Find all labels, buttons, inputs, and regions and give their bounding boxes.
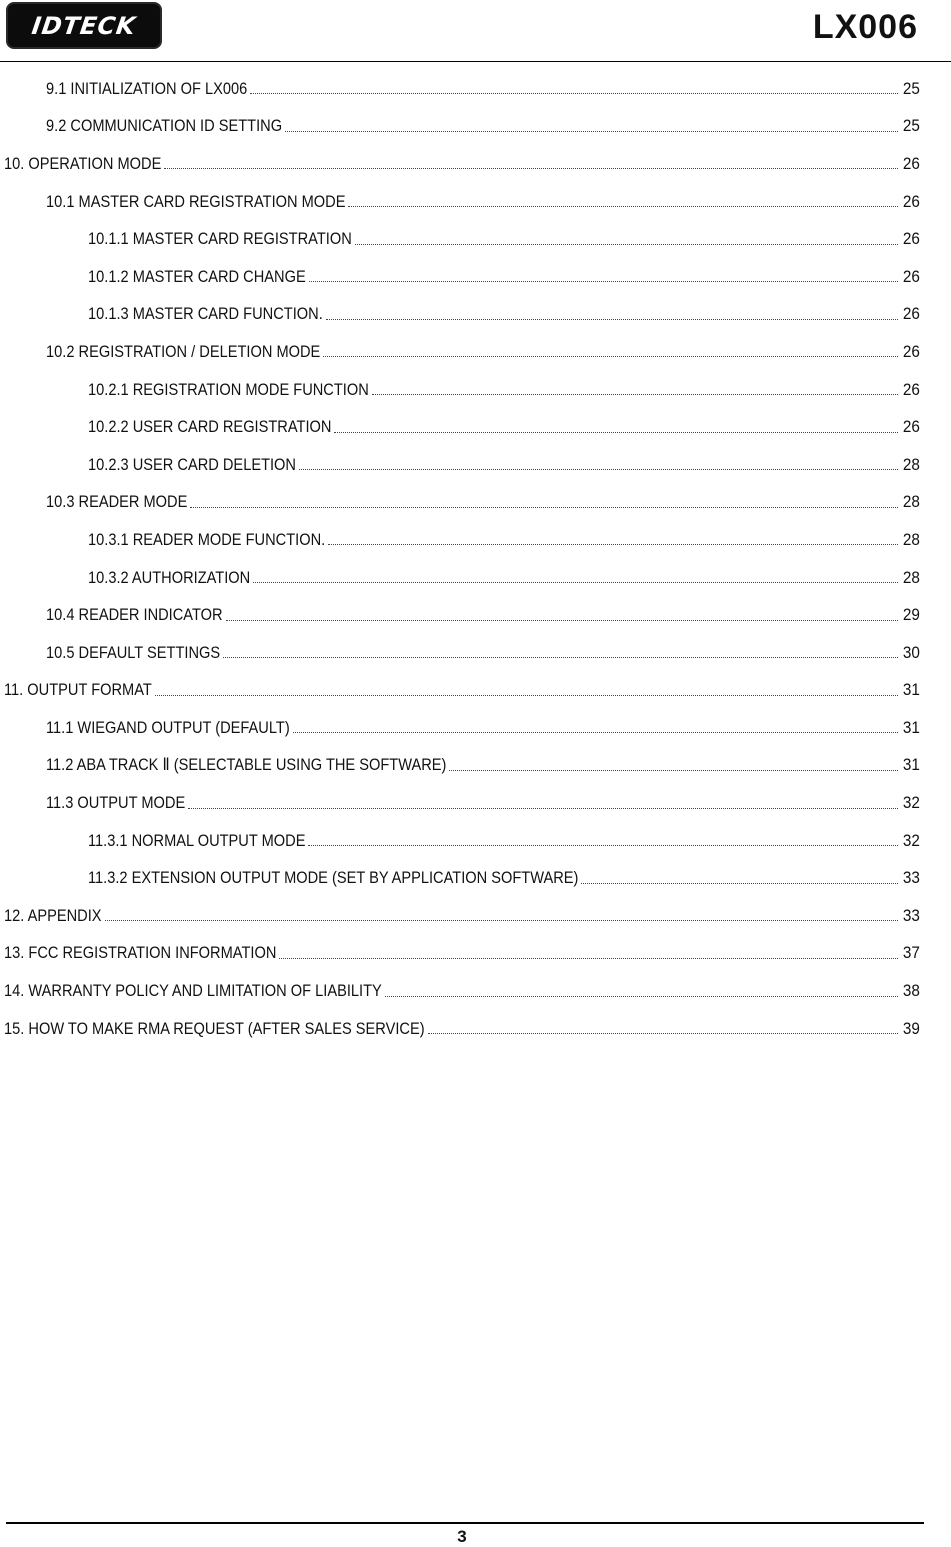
toc-entry-page: 26 xyxy=(902,153,920,173)
dot-leader xyxy=(323,356,898,357)
toc-entry-page: 26 xyxy=(902,266,920,286)
toc-entry-page: 39 xyxy=(902,1018,920,1038)
toc-entry[interactable] xyxy=(0,972,920,1010)
toc-entry[interactable] xyxy=(0,183,920,221)
toc-entry[interactable] xyxy=(0,521,920,559)
toc-entry[interactable] xyxy=(0,220,920,258)
toc-entry[interactable] xyxy=(0,70,920,108)
dot-leader xyxy=(299,469,898,470)
dot-leader xyxy=(285,131,898,132)
toc-entry[interactable] xyxy=(0,709,920,747)
toc-entry-title: 10.5 DEFAULT SETTINGS xyxy=(46,642,221,662)
dot-leader xyxy=(293,732,898,733)
dot-leader xyxy=(581,883,898,884)
toc-entry[interactable] xyxy=(0,935,920,973)
dot-leader xyxy=(309,281,898,282)
toc-entry[interactable] xyxy=(0,296,920,334)
dot-leader xyxy=(190,507,898,508)
dot-leader xyxy=(226,620,899,621)
logo-text: IDTECK xyxy=(30,11,138,40)
toc-entry-page: 37 xyxy=(902,943,920,963)
dot-leader xyxy=(385,996,898,997)
toc-entry-title: 10. OPERATION MODE xyxy=(4,153,162,173)
dot-leader xyxy=(348,206,898,207)
toc-entry-page: 38 xyxy=(902,981,920,1001)
toc-entry-page: 32 xyxy=(902,793,920,813)
toc-entry-page: 32 xyxy=(902,830,920,850)
dot-leader xyxy=(279,958,898,959)
toc-entry[interactable] xyxy=(0,258,920,296)
toc-entry[interactable] xyxy=(0,1010,920,1048)
toc-entry[interactable] xyxy=(0,333,920,371)
toc-entry-page: 28 xyxy=(902,492,920,512)
toc-entry-title: 11.3.2 EXTENSION OUTPUT MODE (SET BY APPLICATION SOFTWARE) xyxy=(88,868,579,888)
dot-leader xyxy=(372,394,898,395)
toc-entry-page: 28 xyxy=(902,454,920,474)
toc-entry-title: 10.1.3 MASTER CARD FUNCTION. xyxy=(88,304,323,324)
page-number: 3 xyxy=(457,1527,467,1546)
toc-entry-page: 33 xyxy=(902,868,920,888)
dot-leader xyxy=(326,319,898,320)
toc-entry-title: 10.3.1 READER MODE FUNCTION. xyxy=(88,529,326,549)
toc-entry-page: 33 xyxy=(902,905,920,925)
toc-entry[interactable] xyxy=(0,446,920,484)
dot-leader xyxy=(308,845,898,846)
dot-leader xyxy=(155,695,898,696)
idteck-logo xyxy=(6,2,162,49)
toc-entry-page: 31 xyxy=(902,755,920,775)
toc-entry[interactable] xyxy=(0,408,920,446)
toc-entry-title: 10.4 READER INDICATOR xyxy=(46,605,223,625)
toc-entry[interactable] xyxy=(0,747,920,785)
toc-entry-title: 10.1.2 MASTER CARD CHANGE xyxy=(88,266,306,286)
toc-entry-page: 26 xyxy=(902,191,920,211)
dot-leader xyxy=(449,770,898,771)
toc-entry-title: 10.2.1 REGISTRATION MODE FUNCTION xyxy=(88,379,369,399)
toc-entry-page: 26 xyxy=(902,229,920,249)
toc-entry[interactable] xyxy=(0,897,920,935)
dot-leader xyxy=(188,808,898,809)
toc-entry-title: 10.1 MASTER CARD REGISTRATION MODE xyxy=(46,191,346,211)
toc-entry[interactable] xyxy=(0,371,920,409)
dot-leader xyxy=(334,432,898,433)
toc-entry-title: 14. WARRANTY POLICY AND LIMITATION OF LIABILITY xyxy=(4,981,382,1001)
toc-entry-title: 10.3 READER MODE xyxy=(46,492,188,512)
toc-entry-title: 9.1 INITIALIZATION OF LX006 xyxy=(46,78,248,98)
toc-entry[interactable] xyxy=(0,484,920,522)
toc-entry-page: 26 xyxy=(902,379,920,399)
dot-leader xyxy=(428,1033,899,1034)
toc-entry-title: 13. FCC REGISTRATION INFORMATION xyxy=(4,943,277,963)
toc-entry-title: 10.2 REGISTRATION / DELETION MODE xyxy=(46,341,321,361)
page-header xyxy=(0,0,951,62)
table-of-contents xyxy=(0,70,920,1047)
dot-leader xyxy=(164,168,898,169)
toc-entry-title: 10.2.3 USER CARD DELETION xyxy=(88,454,296,474)
toc-entry-title: 11.1 WIEGAND OUTPUT (DEFAULT) xyxy=(46,717,290,737)
toc-entry-title: 11.3.1 NORMAL OUTPUT MODE xyxy=(88,830,306,850)
toc-entry-page: 28 xyxy=(902,567,920,587)
toc-entry-page: 26 xyxy=(902,417,920,437)
dot-leader xyxy=(250,93,898,94)
toc-entry-title: 10.3.2 AUTHORIZATION xyxy=(88,567,251,587)
toc-entry-title: 9.2 COMMUNICATION ID SETTING xyxy=(46,116,283,136)
toc-entry-page: 30 xyxy=(902,642,920,662)
dot-leader xyxy=(328,544,898,545)
dot-leader xyxy=(355,244,898,245)
toc-entry[interactable] xyxy=(0,859,920,897)
toc-entry-page: 25 xyxy=(902,116,920,136)
footer-divider xyxy=(6,1522,924,1524)
toc-entry-page: 29 xyxy=(902,605,920,625)
toc-entry[interactable] xyxy=(0,822,920,860)
toc-entry[interactable] xyxy=(0,108,920,146)
toc-entry-title: 12. APPENDIX xyxy=(4,905,102,925)
toc-entry[interactable] xyxy=(0,596,920,634)
toc-entry[interactable] xyxy=(0,145,920,183)
dot-leader xyxy=(223,657,898,658)
toc-entry-title: 10.2.2 USER CARD REGISTRATION xyxy=(88,417,332,437)
toc-entry-page: 31 xyxy=(902,680,920,700)
toc-entry[interactable] xyxy=(0,559,920,597)
toc-entry-page: 25 xyxy=(902,78,920,98)
toc-entry-title: 11.3 OUTPUT MODE xyxy=(46,793,186,813)
toc-entry-title: 11. OUTPUT FORMAT xyxy=(4,680,152,700)
toc-entry-title: 11.2 ABA TRACK Ⅱ (SELECTABLE USING THE SOFTWARE) xyxy=(46,755,447,775)
toc-entry-page: 26 xyxy=(902,304,920,324)
toc-entry-title: 10.1.1 MASTER CARD REGISTRATION xyxy=(88,229,352,249)
toc-entry[interactable] xyxy=(0,784,920,822)
toc-entry[interactable] xyxy=(0,634,920,672)
header-divider xyxy=(0,61,951,62)
toc-entry-page: 31 xyxy=(902,717,920,737)
dot-leader xyxy=(253,582,898,583)
toc-entry[interactable] xyxy=(0,672,920,710)
dot-leader xyxy=(105,920,899,921)
toc-entry-page: 28 xyxy=(902,529,920,549)
toc-entry-page: 26 xyxy=(902,341,920,361)
model-name: LX006 xyxy=(812,8,918,46)
toc-entry-title: 15. HOW TO MAKE RMA REQUEST (AFTER SALES SERVICE) xyxy=(4,1018,425,1038)
